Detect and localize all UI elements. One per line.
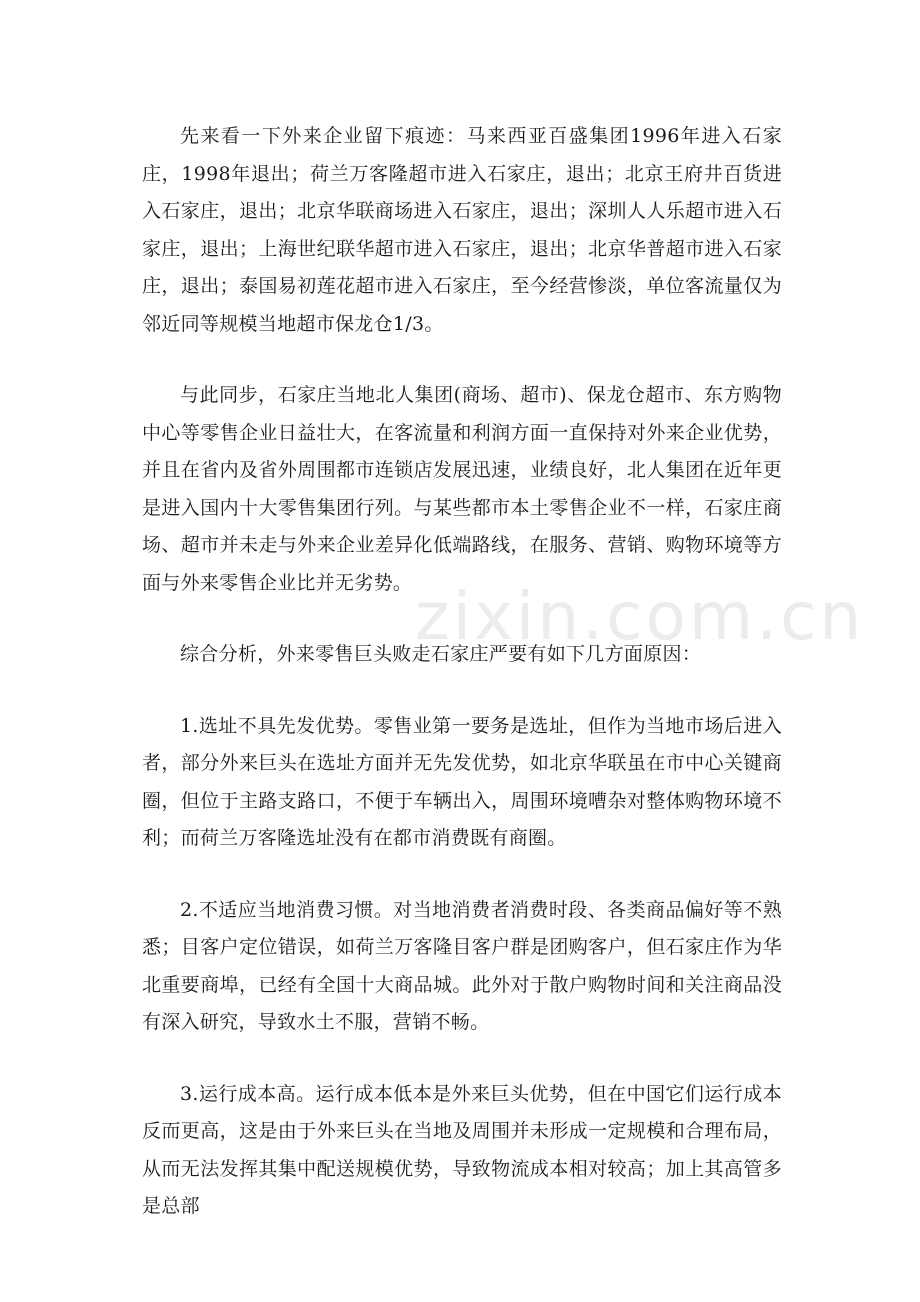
document-body [142, 118, 782, 1260]
watermark: zixin.com.cn [415, 578, 865, 655]
paragraph-analysis-intro: 综合分析，外来零售巨头败走石家庄严要有如下几方面原因： [180, 643, 702, 665]
paragraph-reason-1: 1.选址不具先发优势。零售业第一要务是选址，但作为当地市场后进入者，部分外来巨头在选址方面并无先发优势，如北京华联虽在市中心关键商圈，但位于主路支路口，不便于车辆出入，周围环境嘈杂对整体购物环境不利；而荷兰万客隆选址没有在都市消费既有商圈。 [142, 714, 782, 849]
paragraph-foreign-exits: 先来看一下外来企业留下痕迹：马来西亚百盛集团1996年进入石家庄，1998年退出；荷兰万客隆超市进入石家庄，退出；北京王府井百货进入石家庄，退出；北京华联商场进入石家庄，退出；深圳人人乐超市进入石家庄，退出；上海世纪联华超市进入石家庄，退出；北京华普超市进入石家庄，退出；泰国易初莲花超市进入石家庄，至今经营惨淡，单位客流量仅为邻近同等规模当地超市保龙仓1/3。 [142, 125, 782, 335]
paragraph-reason-2: 2.不适应当地消费习惯。对当地消费者消费时段、各类商品偏好等不熟悉；目客户定位错误，如荷兰万客隆目客户群是团购客户，但石家庄作为华北重要商埠，已经有全国十大商品城。此外对于散户购物时间和关注商品没有深入研究，导致水土不服，营销不畅。 [142, 898, 782, 1033]
paragraph-local-growth: 与此同步，石家庄当地北人集团(商场、超市)、保龙仓超市、东方购物中心等零售企业日益壮大，在客流量和利润方面一直保持对外来企业优势，并且在省内及省外周围都市连锁店发展迅速，业绩良好，北人集团在近年更是进入国内十大零售集团行列。与某些都市本土零售企业不一样，石家庄商场、超市并未走与外来企业差异化低端路线，在服务、营销、购物环境等方面与外来零售企业比并无劣势。 [142, 384, 782, 594]
paragraph-reason-3: 3.运行成本高。运行成本低本是外来巨头优势，但在中国它们运行成本反而更高，这是由于外来巨头在当地及周围并未形成一定规模和合理布局，从而无法发挥其集中配送规模优势，导致物流成本相对较高；加上其高管多是总部 [142, 1082, 782, 1217]
